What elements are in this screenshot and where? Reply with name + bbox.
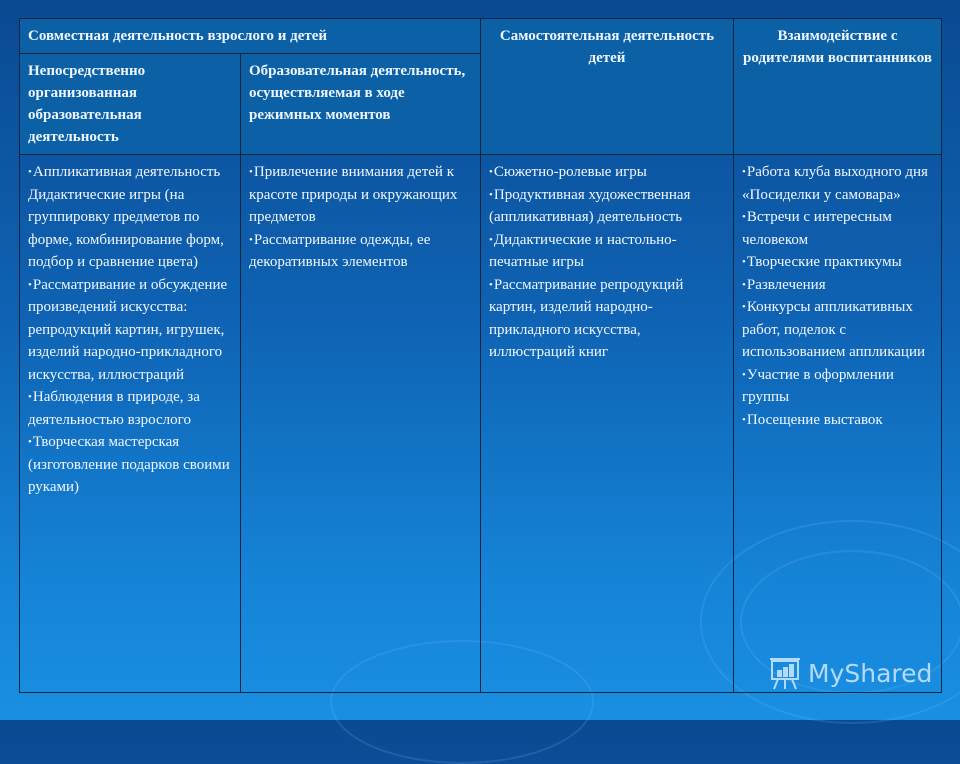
bullet-icon: • [28, 436, 32, 448]
list-item [742, 161, 933, 206]
cell-independent-activity [481, 155, 734, 693]
cell-routine-activity [241, 155, 481, 693]
list-item-text: Посещение выставок [746, 411, 883, 428]
list-item-text: Сюжетно-ролевые игры [493, 164, 647, 180]
presentation-board-icon [768, 655, 802, 691]
list-item-text: Творческие практикумы [746, 254, 902, 270]
bullet-icon: • [28, 278, 32, 291]
header-direct-activity: Непосредственно организованная образовательная деятельность [20, 54, 241, 155]
bullet-icon: • [742, 413, 746, 426]
list-item [28, 274, 232, 387]
list-item [742, 364, 933, 409]
list-item [742, 274, 933, 297]
bullet-icon: • [742, 278, 746, 291]
list-item-text: Работа клуба выходного дня «Посиделки у самовара» [742, 164, 928, 203]
list-item [742, 206, 933, 251]
list-item [489, 184, 725, 229]
header-routine-activity: Образовательная деятельность, осуществляемая в ходе режимных моментов [241, 54, 481, 155]
list-item-text: Творческая мастерская (изготовление подарков своими руками) [28, 434, 230, 495]
list-item-text: Развлечения [746, 276, 826, 293]
list-item [249, 161, 472, 229]
header-parents-interaction: Взаимодействие с родителями воспитанников [734, 19, 942, 155]
list-item-text: Рассматривание и обсуждение произведений искусства: репродукций картин, игрушек, изделий народно-прикладного искусства, иллюстраций [28, 276, 228, 383]
bullet-icon: • [742, 166, 746, 178]
bullet-icon: • [489, 278, 493, 291]
list-item-text: Дидактические и настольно-печатные игры [489, 231, 677, 270]
list-item-text: Встречи с интересным человеком [742, 209, 892, 248]
bullet-icon: • [742, 301, 746, 313]
bullet-icon: • [249, 233, 253, 246]
list-item [742, 251, 933, 274]
list-item [489, 161, 725, 184]
bullet-icon: • [28, 166, 32, 178]
bullet-icon: • [249, 166, 253, 178]
bullet-icon: • [742, 368, 746, 381]
list-item-text: Продуктивная художественная (аппликативная) деятельность [489, 186, 691, 225]
list-item [28, 431, 232, 499]
watermark-text: MyShared [808, 658, 933, 688]
header-joint-activity: Совместная деятельность взрослого и детей [20, 19, 481, 54]
list-item [28, 386, 232, 431]
activities-table [19, 18, 942, 693]
list-item-text: Привлечение внимания детей к красоте природы и окружающих предметов [249, 164, 458, 225]
list-item-text: Наблюдения в природе, за деятельностью взрослого [28, 389, 200, 428]
cell-parents-interaction [734, 155, 942, 693]
list-item [489, 229, 725, 274]
list-item [489, 274, 725, 364]
bullet-icon: • [489, 188, 493, 201]
list-item-text: Конкурсы аппликативных работ, поделок с использованием аппликации [742, 299, 926, 360]
cell-direct-activity [20, 155, 241, 693]
list-item [28, 161, 232, 274]
bullet-icon: • [489, 233, 493, 246]
bullet-icon: • [28, 391, 32, 403]
bullet-icon: • [489, 166, 493, 178]
list-item [742, 296, 933, 364]
list-item [742, 409, 933, 432]
list-item [249, 229, 472, 274]
list-item-text: Рассматривание репродукций картин, изделий народно-прикладного искусства, иллюстраций книг [489, 276, 684, 360]
list-item-text: Аппликативная деятельность Дидактические игры (на группировку предметов по форме, комбинирование форм, подбор и сравнение цвета) [28, 164, 224, 270]
list-item-text: Участие в оформлении группы [742, 366, 894, 405]
mysharedlogo [768, 655, 932, 691]
bullet-icon: • [742, 211, 746, 223]
header-independent-activity: Самостоятельная деятельность детей [481, 19, 734, 155]
list-item-text: Рассматривание одежды, ее декоративных элементов [249, 231, 431, 270]
bullet-icon: • [742, 256, 746, 268]
